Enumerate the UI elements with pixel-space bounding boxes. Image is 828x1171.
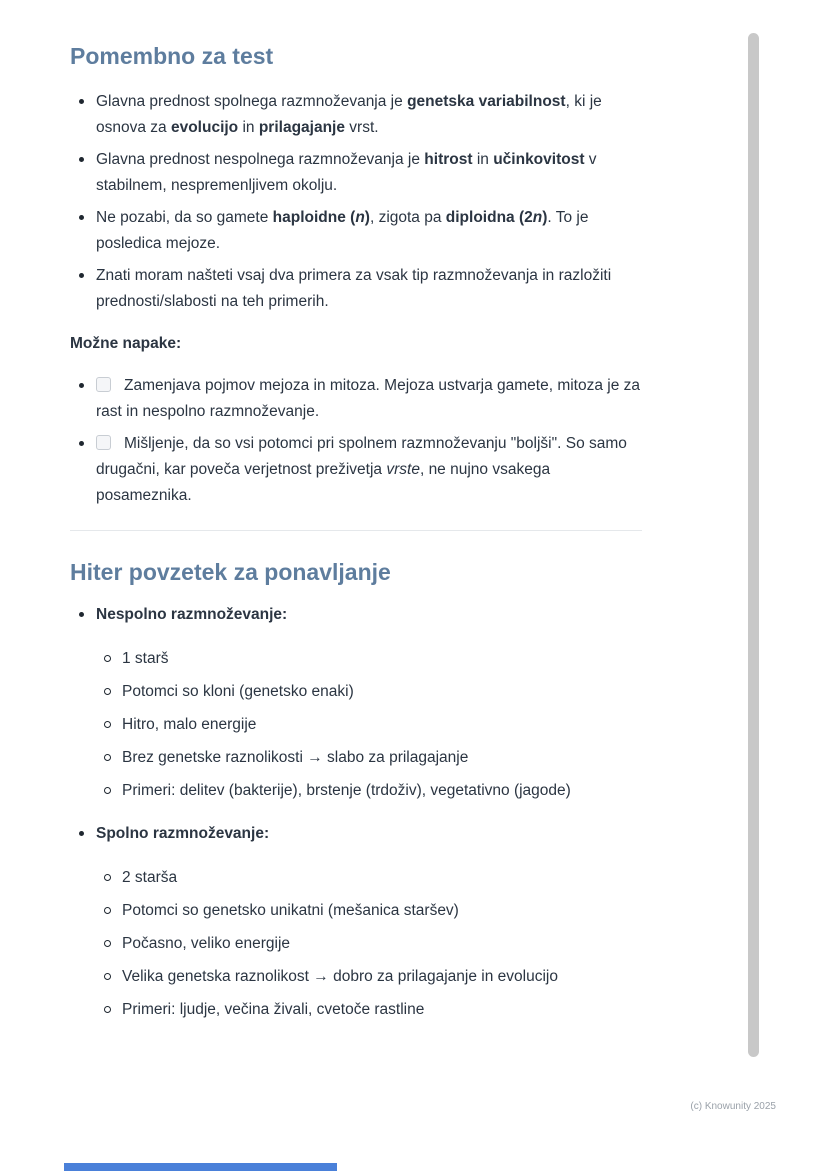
sub-item-text: Potomci so kloni (genetsko enaki) [122, 683, 354, 700]
mistakes-label: Možne napake: [70, 335, 182, 352]
sub-item [96, 964, 642, 989]
sub-item [96, 745, 642, 770]
sub-item [96, 865, 642, 890]
list-item-text: Glavna prednost nespolnega razmnoževanja je hitrost in učinkovitost v stabilnem, nespremenljivem okolju. [96, 151, 597, 194]
todo-item [70, 373, 642, 425]
summary-group-sexual [70, 821, 642, 1022]
list-item-text: Glavna prednost spolnega razmnoževanja je genetska variabilnost, ki je osnova za evolucijo in prilagajanje vrst. [96, 93, 602, 136]
group-title: Spolno razmnoževanje: [96, 825, 270, 842]
list-item [70, 89, 642, 141]
sub-item-text: Primeri: delitev (bakterije), brstenje (trdoživ), vegetativno (jagode) [122, 782, 571, 799]
bottom-accent-bar [64, 1163, 337, 1171]
section-divider [70, 530, 642, 531]
sub-item [96, 679, 642, 704]
sub-item-text: Brez genetske raznolikosti → slabo za prilagajanje [122, 749, 469, 766]
sub-item [96, 778, 642, 803]
heading-summary: Hiter povzetek za ponavljanje [70, 559, 391, 585]
sub-list [96, 865, 642, 1022]
list-item-text: Znati moram našteti vsaj dva primera za vsak tip razmnoževanja in razložiti prednosti/slabosti na teh primerih. [96, 267, 612, 310]
mistakes-list [70, 373, 642, 509]
sub-item-text: 2 starša [122, 869, 178, 886]
summary-group-asexual [70, 602, 642, 803]
todo-item [70, 431, 642, 509]
important-points-list [70, 89, 642, 315]
checkbox[interactable] [96, 377, 111, 392]
sub-item [96, 712, 642, 737]
footer-copyright: (c) Knowunity 2025 [690, 1101, 776, 1112]
sub-item-text: Potomci so genetsko unikatni (mešanica staršev) [122, 902, 459, 919]
sub-item-text: 1 starš [122, 650, 169, 667]
list-item [70, 263, 642, 315]
list-item-text: Ne pozabi, da so gamete haploidne (n), zigota pa diploidna (2n). To je posledica mejoze. [96, 209, 589, 252]
todo-item-text: Mišljenje, da so vsi potomci pri spolnem razmnoževanju "boljši". So samo drugačni, kar poveča verjetnost preživetja vrste, ne nujno vsakega posameznika. [96, 435, 627, 504]
sub-item-text: Hitro, malo energije [122, 716, 257, 733]
sub-item [96, 931, 642, 956]
sub-item [96, 646, 642, 671]
list-item [70, 147, 642, 199]
sub-item-text: Počasno, veliko energije [122, 935, 291, 952]
group-title: Nespolno razmnoževanje: [96, 606, 288, 623]
note-content [70, 30, 642, 1040]
sub-item [96, 898, 642, 923]
heading-important: Pomembno za test [70, 43, 274, 69]
scrollbar-thumb[interactable] [748, 33, 759, 1057]
sub-item-text: Velika genetska raznolikost → dobro za prilagajanje in evolucijo [122, 968, 558, 985]
summary-list [70, 602, 642, 1022]
sub-item-text: Primeri: ljudje, večina živali, cvetoče rastline [122, 1001, 425, 1018]
list-item [70, 205, 642, 257]
todo-item-text: Zamenjava pojmov mejoza in mitoza. Mejoza ustvarja gamete, mitoza je za rast in nespolno razmnoževanje. [96, 377, 641, 420]
checkbox[interactable] [96, 435, 111, 450]
sub-item [96, 997, 642, 1022]
sub-list [96, 646, 642, 803]
